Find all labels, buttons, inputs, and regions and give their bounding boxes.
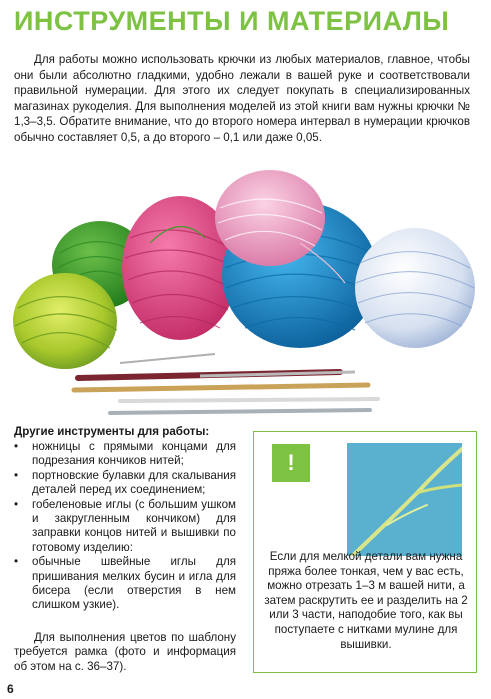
page-title: ИНСТРУМЕНТЫ И МАТЕРИАЛЫ bbox=[14, 6, 450, 36]
exclamation-icon: ! bbox=[272, 444, 310, 482]
intro-paragraph: Для работы можно использовать крючки из любых материалов, главное, чтобы они были абсолютно гладкими, удобно лежали в вашей руке и соответствовали правильной нумерации. Для этого их следует покупать в специализированных магазинах рукоделия. Для выполнения моделей из этой книги вам нужны крючки № 1,3–3,5. Обратите внимание, что до второго номера интервал в нумерации крючков обычно составляет 0,5, а до второго – 0,1 или даже 0,05. bbox=[14, 53, 470, 144]
frame-paragraph: Для выполнения цветов по шаблону требуется рамка (фото и информация об этом на с. 36–37). bbox=[14, 631, 236, 673]
tip-text: Если для мелкой детали вам нужна пряжа более тонкая, чем у вас есть, можно отрезать 1–3 м вашей нити, а затем раскрутить ее и разделить на 2 или 3 части, наподобие того, как вы поступаете с нитками мулине для вышивки. bbox=[264, 550, 468, 651]
list-item-text: обычные швейные иглы для пришивания мелких бусин и игла для бисера (если отверстия в нем слишком узкие). bbox=[32, 555, 236, 612]
tools-heading: Другие инструменты для работы: bbox=[14, 425, 210, 438]
bullet-icon: • bbox=[14, 497, 19, 511]
bullet-icon: • bbox=[14, 440, 19, 453]
list-item bbox=[14, 498, 236, 556]
split-yarn-photo bbox=[347, 443, 462, 556]
bullet-icon: • bbox=[14, 555, 19, 569]
list-item bbox=[14, 440, 236, 469]
bullet-icon: • bbox=[14, 468, 19, 482]
tools-list bbox=[14, 440, 236, 613]
yarn-photo bbox=[0, 158, 491, 420]
crochet-hooks bbox=[74, 354, 378, 413]
list-item bbox=[14, 555, 236, 613]
list-item-text: гобеленовые иглы (с большим ушком и закругленным кончиком) для заправки концов нитей и вышивки по готовому изделию: bbox=[32, 497, 236, 554]
yarn-ball-white bbox=[355, 228, 475, 348]
list-item-text: портновские булавки для скалывания деталей перед их соединением; bbox=[32, 468, 236, 497]
page-number: 6 bbox=[7, 682, 14, 696]
yarn-ball-lime bbox=[13, 273, 117, 369]
list-item-text: ножницы с прямыми концами для подрезания кончиков нитей; bbox=[32, 440, 236, 468]
tip-box bbox=[253, 431, 477, 673]
list-item bbox=[14, 469, 236, 498]
